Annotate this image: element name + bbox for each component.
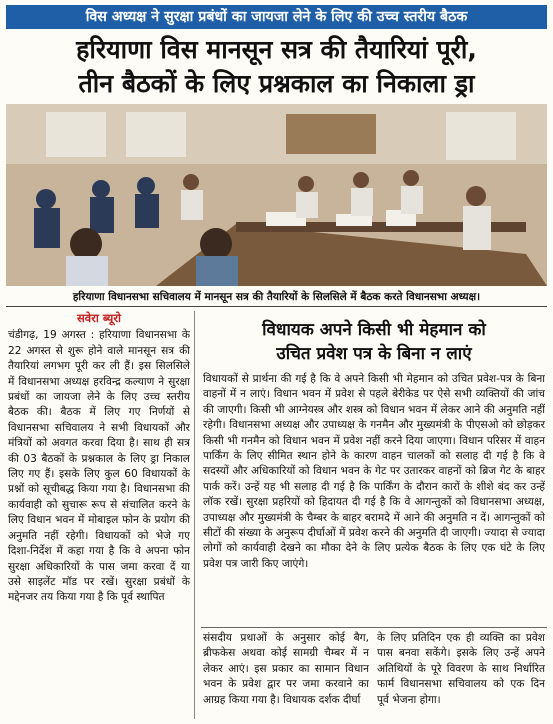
box-text: विधायकों से प्रार्थना की गई है कि वे अपने किसी भी मेहमान को उचित प्रवेश-पत्र के बिना वाहनों में न लाएं। विधान भवन में प्रवेश से पहले बेरीकेड पर ऐसे सभी व्यक्तियों की जांच की जाएगी। किसी भी आग्नेयस्त्र और शस्त्र को विधान भवन में लेकर आने की अनुमति नहीं रहेगी। विधानसभा अध्यक्ष और उपाध्यक्ष के गनमैन और मुख्यमंत्री के पीएसओ को छोड़कर किसी भी गनमैन को विधान भवन में प्रवेश नहीं करने दिया जाएगा। विधान परिसर में वाहन पार्किंग के लिए सीमित स्थान होने के कारण वाहन चालकों को सलाह दी गई है कि वे सदस्यों और अधिकारियों को विधान भवन के गेट पर उतारकर वाहनों को ब्रिज गेट के बाहर पार्क करें। उन्हें यह भी सलाह दी गई है कि पार्किंग के दौरान कारों के शीशे बंद कर उन्हें लॉक रखें। सुरक्षा प्रहरियों को हिदायत दी गई है कि वे आगन्तुकों को विधानसभा अध्यक्ष, उपाध्यक्ष और मुख्यमंत्री के चैम्बर के बाहर बरामदे में आने की अनुमति न दें। आगन्तुकों को सीटों की संख्या के अनुरूप दीर्घाओं में प्रवेश करने की अनुमति दी जाएगी। ज्यादा से ज्यादा लोगों को कार्यवाही देखने का मौका देने के लिए प्रत्येक बैठक के लिए एक घंटे के लिए प्रवेश पत्र जारी किए जाएंगे। xyxy=(203,373,545,570)
meeting-photo-illustration xyxy=(6,104,547,286)
left-column xyxy=(8,311,190,719)
photo-caption: हरियाणा विधानसभा सचिवालय में मानसून सत्र की तैयारियों के सिलसिले में बैठक करते विधानसभा अध्यक्ष। xyxy=(72,291,481,303)
top-banner: विस अध्यक्ष ने सुरक्षा प्रबंधों का जायजा लेने के लिए की उच्च स्तरीय बैठक xyxy=(6,5,547,29)
bottom-column-a: संसदीय प्रथाओं के अनुसार कोई बैग, ब्रीफकेस अथवा कोई सामग्री चैम्बर में न लेकर आएं। इस प्रकार का सामान विधान भवन के प्रवेश द्वार पर जमा करवाने का आग्रह किया गया है। विधायक दर्शक दीर्घा xyxy=(203,632,369,706)
column-divider xyxy=(194,311,195,719)
headline-line-2: तीन बैठकों के लिए प्रश्नकाल का निकाला ड्रा xyxy=(78,69,475,98)
headline-line-1: हरियाणा विस मानसून सत्र की तैयारियां पूरी, xyxy=(76,35,477,64)
meeting-photo xyxy=(6,104,547,286)
headline xyxy=(6,33,547,101)
bottom-column-b: के लिए प्रतिदिन एक ही व्यक्ति का प्रवेश पास बनवा सकेंगे। इसके लिए उन्हें अपने अतिथियों के पूरे विवरण के साथ निर्धारित फार्म विधानसभा सचिवालय को एक दिन पूर्व भेजना होगा। xyxy=(377,632,545,706)
byline: सवेरा ब्यूरो xyxy=(76,311,122,325)
box-divider xyxy=(201,627,547,628)
box-title-line-1: विधायक अपने किसी भी मेहमान को xyxy=(262,320,486,340)
divider xyxy=(6,306,547,307)
box-title-line-2: उचित प्रवेश पत्र के बिना न लाएं xyxy=(276,344,472,364)
box-title xyxy=(201,318,547,366)
left-column-text: चंडीगढ़, 19 अगस्त : हरियाणा विधानसभा के 22 अगस्त से शुरू होने वाले मानसून सत्र की तैयारियां लगभग पूरी कर ली हैं। इस सिलसिले में विधानसभा अध्यक्ष हरविन्द्र कल्याण ने सुरक्षा प्रबंधों का जायजा लेने के लिए उच्च स्तरीय बैठक की। बैठक में लिए गए निर्णयों से विधानसभा सचिवालय ने सभी विधायकों और मंत्रियों को अवगत करवा दिया है। साथ ही सत्र की 03 बैठकों के प्रश्नकाल के लिए ड्रा निकाल लिए गए हैं। इसके लिए कुल 60 विधायकों के प्रश्नों को सूचीबद्ध किया गया है। विधानसभा की कार्यवाही को सुचारू रूप से संचालित करने के लिए विधान भवन में मोबाइल फोन के प्रयोग की अनुमति नहीं रहेगी। विधायकों को भेजे गए दिशा-निर्देश में कहा गया है कि वे अपना फोन सुरक्षा अधिकारियों के पास जमा करवा दें या उसे साइलेंट मॉड पर रखें। सुरक्षा प्रबंधों के मद्देनजर तय किया गया है कि पूर्व स्थापित xyxy=(8,329,190,604)
